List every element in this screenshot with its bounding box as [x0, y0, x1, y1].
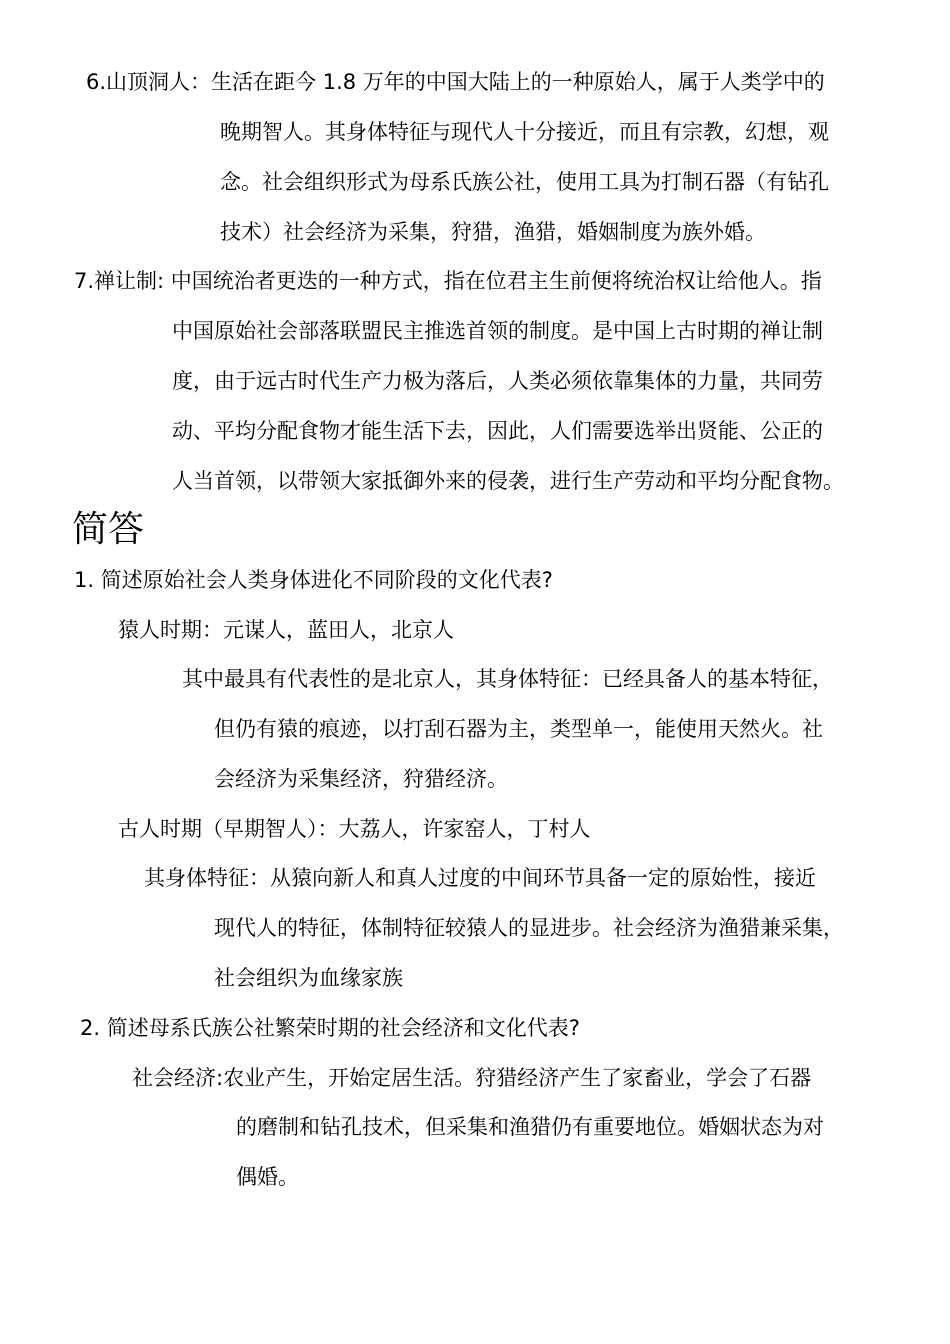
answer-line: 社会组织为血缘家族: [214, 966, 403, 990]
answer-line: 现代人的特征，体制特征较猿人的显进步。社会经济为渔猎兼采集，: [214, 916, 844, 940]
section-heading: 简答: [72, 509, 145, 550]
answer-line: 但仍有猿的痕迹，以打刮石器为主，类型单一，能使用天然火。社: [214, 717, 823, 741]
definition-line: 中国原始社会部落联盟民主推选首领的制度。是中国上古时期的禅让制: [172, 319, 823, 343]
answer-line: 会经济为采集经济，狩猎经济。: [214, 767, 508, 791]
definition-line: 6.山顶洞人：生活在距今 1.8 万年的中国大陆上的一种原始人，属于人类学中的: [86, 70, 825, 94]
definition-line: 7.禅让制: 中国统治者更迭的一种方式，指在位君主生前便将统治权让给他人。指: [74, 269, 822, 293]
question-title: 1. 简述原始社会人类身体进化不同阶段的文化代表?: [74, 568, 553, 592]
definition-line: 人当首领，以带领大家抵御外来的侵袭，进行生产劳动和平均分配食物。: [172, 469, 844, 493]
period-label: 猿人时期：元谋人，蓝田人，北京人: [118, 618, 454, 642]
definition-line: 度，由于远古时代生产力极为落后，人类必须依靠集体的力量，共同劳: [172, 369, 823, 393]
definition-line: 念。社会组织形式为母系氏族公社，使用工具为打制石器（有钻孔: [220, 170, 829, 194]
answer-line: 社会经济:农业产生，开始定居生活。狩猎经济产生了家畜业，学会了石器: [132, 1066, 812, 1090]
answer-line: 其中最具有代表性的是北京人，其身体特征：已经具备人的基本特征，: [182, 667, 833, 691]
answer-line: 的磨制和钻孔技术，但采集和渔猎仍有重要地位。婚姻状态为对: [236, 1115, 824, 1139]
definition-line: 晚期智人。其身体特征与现代人十分接近，而且有宗教，幻想，观: [220, 120, 829, 144]
period-label: 古人时期（早期智人）：大荔人，许家窑人，丁村人: [118, 817, 591, 841]
answer-line: 其身体特征：从猿向新人和真人过度的中间环节具备一定的原始性，接近: [144, 866, 816, 890]
answer-line: 偶婚。: [236, 1165, 299, 1189]
definition-line: 技术）社会经济为采集，狩猎，渔猎，婚姻制度为族外婚。: [220, 220, 766, 244]
definition-line: 动、平均分配食物才能生活下去，因此，人们需要选举出贤能、公正的: [172, 419, 823, 443]
question-title: 2. 简述母系氏族公社繁荣时期的社会经济和文化代表?: [80, 1016, 580, 1040]
